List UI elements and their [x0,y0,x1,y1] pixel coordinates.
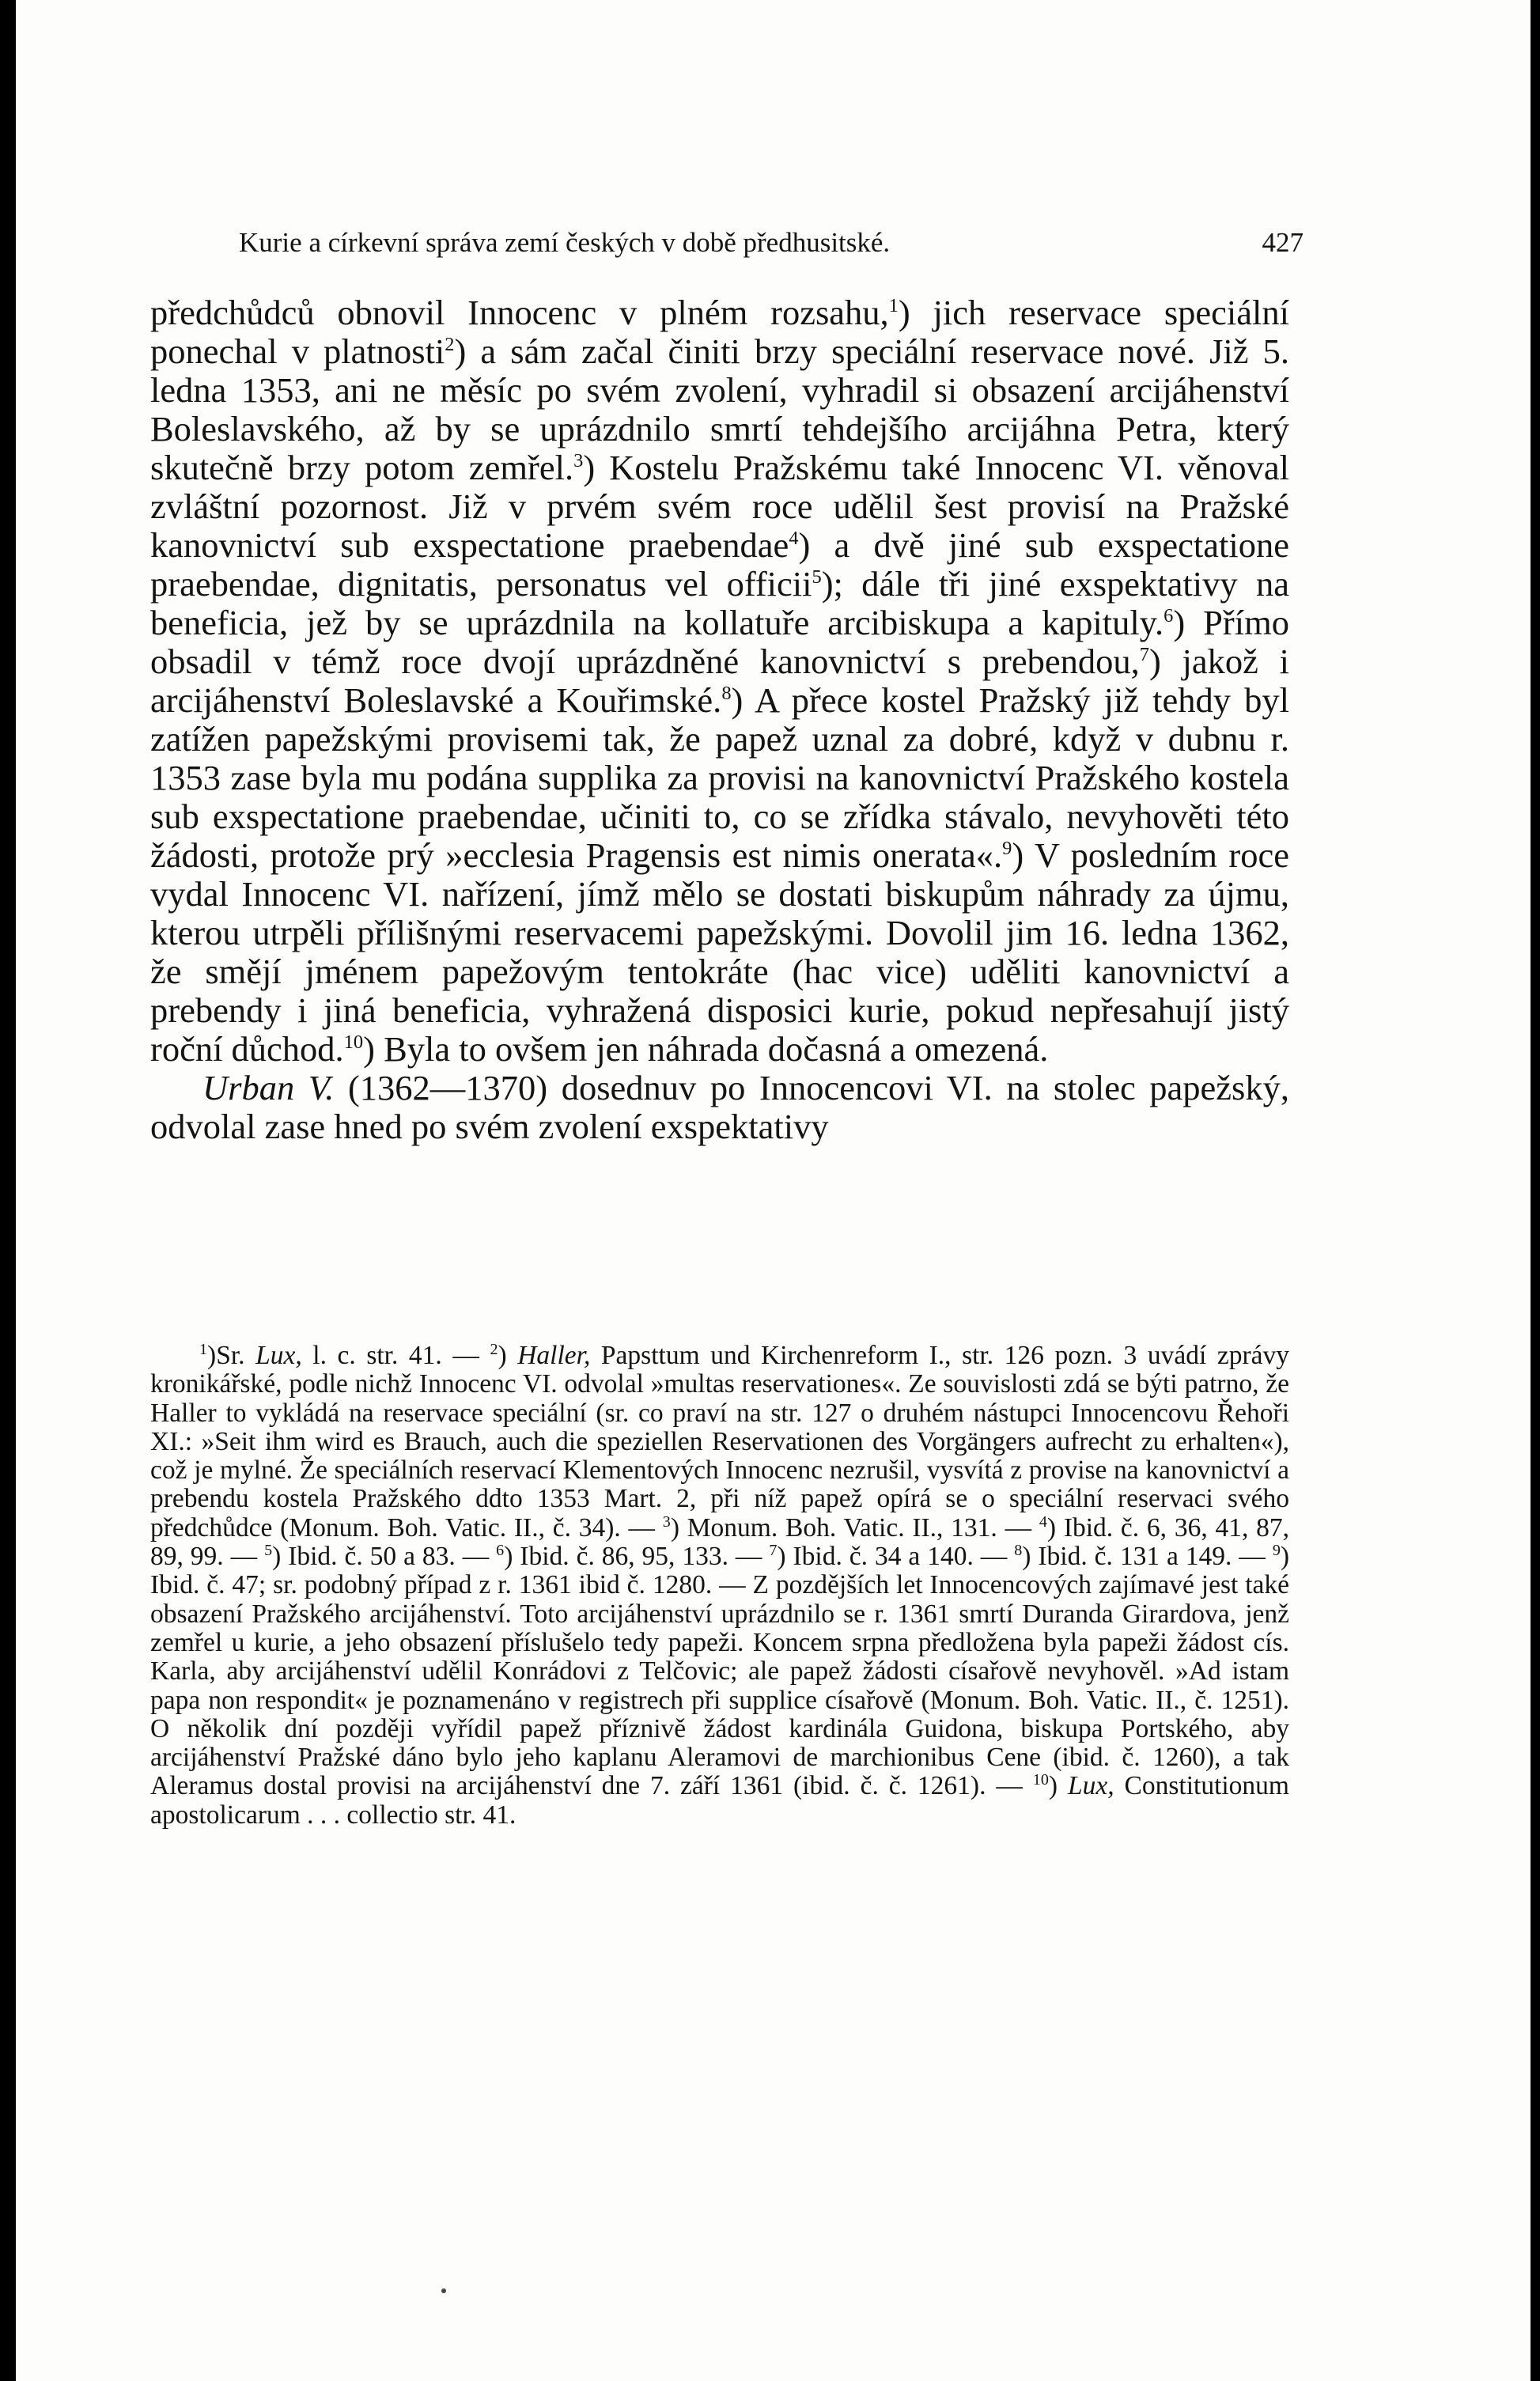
footnote-ref: 1 [888,295,899,317]
footnote-ref: 10 [343,1032,364,1054]
pope-name: Urban V. [202,1068,335,1107]
footnotes [150,1342,1289,1830]
paragraph: předchůdců obnovil Innocenc v plném rozsahu,$^1$) jich reservace speciální ponechal v platnosti$^2$) a sám začal činiti brzy speciální reservace nové. Již 5. ledna 1353, ani ne měsíc po svém zvolení, vyhradil si obsazení arcijáhenství Boleslavského, až by se uprázdnilo smrtí tehdejšího arcijáhna Petra, který skutečně brzy potom zemřel.$^3$) Kostelu Pražskému také Innocenc VI. věnoval zvláštní pozornost. Již v prvém svém roce udělil šest provisí na Pražské kanovnictví sub exspectatione praebendae$^4$) a dvě jiné sub exspectatione praebendae, dignitatis, personatus vel officii$^5$); dále tři jiné exspektativy na beneficia, jež by se uprázdnila na kollatuře arcibiskupa a kapituly.$^6$) Přímo obsadil v témž roce dvojí uprázdněné kanovnictví s prebendou,$^7$) jakož i arcijáhenství Boleslavské a Kouřimské.$^8$) A přece kostel Pražský již tehdy byl zatížen papežskými provisemi tak, že papež uznal za dobré, když v dubnu r. 1353 zase byla mu podána supplika za provisi na kanovnictví Pražského kostela sub exspectatione praebendae, učiniti to, co se zřídka stávalo, nevyhověti této žádosti, protože prý »ecclesia Pragensis est nimis onerata«.$^9$) V posledním roce vydal Innocenc VI. nařízení, jímž mělo se dostati biskupům náhrady za újmu, kterou utrpěli přílišnými reservacemi papežskými. Dovolil jim 16. ledna 1362, že smějí jménem papežovým tentokráte (hac vice) uděliti kanovnictví a prebendy i jiná beneficia, vyhražená disposici kurie, pokud nepřesahují jistý roční důchod.$^{10}$) Byla to ovšem jen náhrada dočasná a omezená. [150,293,1290,1069]
footnote-ref: 4 [789,528,799,550]
book-page [16,0,1531,2381]
main-text [150,293,1289,1146]
page-number: 427 [1262,227,1304,258]
scan-border [0,0,16,2381]
footnote-ref: 6 [1164,605,1174,627]
footnote-ref: 5 [812,566,822,589]
footnote-ref: 3 [573,450,584,472]
scan-speck [441,2288,446,2293]
footnote-ref: 7 [1139,644,1149,666]
footnote-ref: 9 [1002,838,1012,860]
footnote-ref: 8 [721,683,732,705]
running-title: Kurie a církevní správa zemí českých v době předhusitské. [239,227,891,258]
footnote-block: $^1$)Sr. Lux, l. c. str. 41. — $^2$) Haller, Papsttum und Kirchenreform I., str. 126 pozn. 3 uvádí zprávy kronikářské, podle nichž Innocenc VI. odvolal »multas reservationes«. Ze souvislosti zdá se býti patrno, že Haller to vykládá na reservace speciální (sr. co praví na str. 127 o druhém nástupci Innocencovu Řehoři XI.: »Seit ihm wird es Brauch, auch die speziellen Reservationen des Vorgängers aufrecht zu erhalten«), což je mylné. Že speciálních reservací Klementových Innocenc nezrušil, vysvítá z provise na kanovnictví a prebendu kostela Pražského ddto 1353 Mart. 2, při níž papež opírá se o speciální reservaci svého předchůdce (Monum. Boh. Vatic. II., č. 34). — $^3$) Monum. Boh. Vatic. II., 131. — $^4$) Ibid. č. 6, 36, 41, 87, 89, 99. — $^5$) Ibid. č. 50 a 83. — $^6$) Ibid. č. 86, 95, 133. — $^7$) Ibid. č. 34 a 140. — $^8$) Ibid. č. 131 a 149. — $^9$) Ibid. č. 47; sr. podobný případ z r. 1361 ibid č. 1280. — Z pozdějších let Innocencových zajímavé jest také obsazení Pražského arcijáhenství. Toto arcijáhenství uprázdnilo se r. 1361 smrtí Duranda Girardova, jenž zemřel u kurie, a jeho obsazení příslušelo tedy papeži. Koncem srpna předložena byla papeži žádost cís. Karla, aby arcijáhenství udělil Konrádovi z Telčovic; ale papež žádosti císařově nevyhověl. »Ad istam papa non respondit« je poznamenáno v registrech při supplice císařově (Monum. Boh. Vatic. II., č. 1251). O několik dní později vyřídil papež příznivě žádost kardinála Guidona, biskupa Portského, aby arcijáhenství Pražské dáno bylo jeho kaplanu Aleramovi de marchionibus Cene (ibid. č. 1260), a tak Aleramus dostal provisi na arcijáhenství dne 7. září 1361 (ibid. č. č. 1261). — $^{10}$) Lux, Constitutionum apostolicarum . . . collectio str. 41. [150,1340,1290,1830]
paragraph: Urban V. (1362—1370) dosednuv po Innocencovi VI. na stolec papežský, odvolal zase hned po svém zvolení exspektativy [150,1068,1289,1146]
running-header [223,227,1304,267]
footnote-ref: 2 [445,334,455,356]
